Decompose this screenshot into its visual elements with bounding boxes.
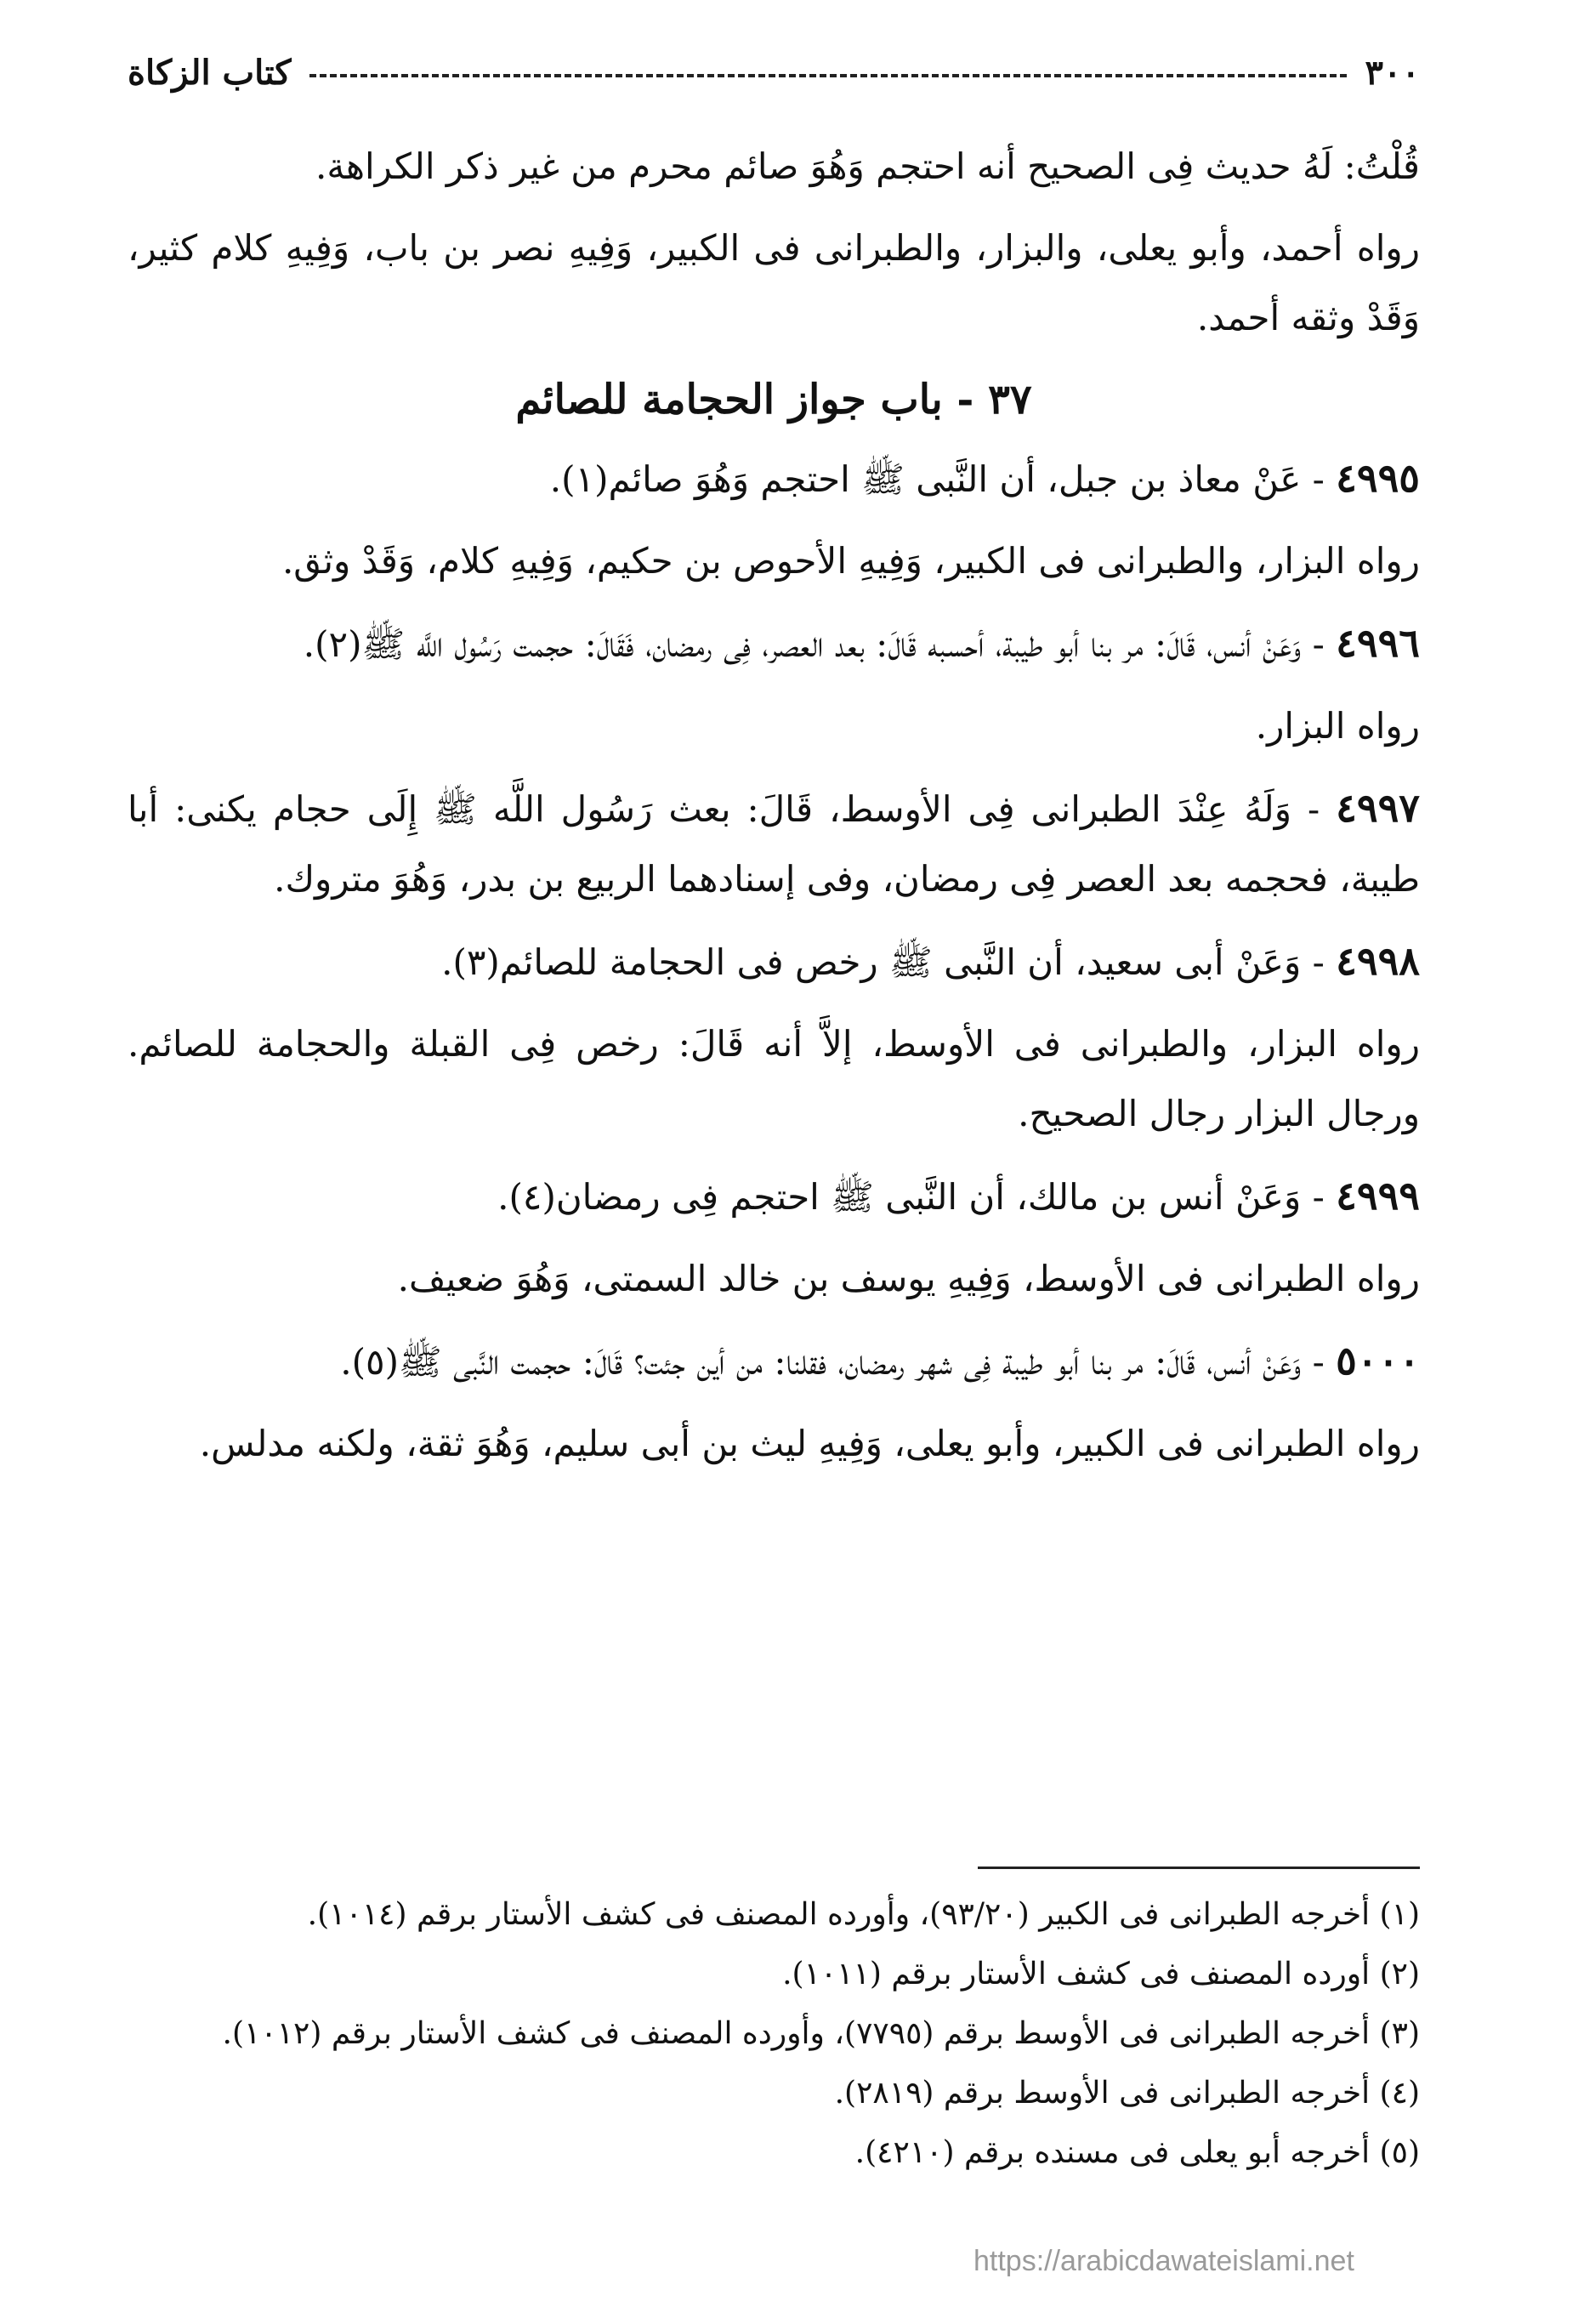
- book-page: [128, 47, 1420, 2292]
- hadith-commentary: رواه البزار، والطبرانى فى الأوسط، إلاَّ أنه قَالَ: رخص فِى القبلة والحجامة للصائم. ورجال البزار رجال الصحيح.: [128, 1023, 1420, 1134]
- watermark-url: https://arabicdawateislami.net: [973, 2245, 1354, 2277]
- page-number: ٣٠٠: [1365, 52, 1420, 93]
- hadith-number: ٤٩٩٩: [1336, 1173, 1420, 1219]
- hadith-commentary: رواه الطبرانى فى الكبير، وأبو يعلى، وَفِيهِ ليث بن أبى سليم، وَهُوَ ثقة، ولكنه مدلس.: [199, 1423, 1420, 1464]
- hadith-text: - وَعَنْ أنس، قَالَ: مر بنا أبو طيبة فِى شهر رمضان، فقلنا: من أين جئت؟ قَالَ: حجمت النَّبى ﷺ(٥).: [340, 1341, 1325, 1383]
- footnote: (٣) أخرجه الطبرانى فى الأوسط برقم (٧٧٩٥)، وأورده المصنف فى كشف الأستار برقم (١٠١٢).: [222, 2016, 1420, 2051]
- hadith-commentary: رواه الطبرانى فى الأوسط، وَفِيهِ يوسف بن خالد السمتى، وَهُوَ ضعيف.: [397, 1258, 1420, 1299]
- hadith-text: - عَنْ معاذ بن جبل، أن النَّبى ﷺ احتجم وَهُوَ صائم(١).: [549, 458, 1325, 500]
- hadith-number: ٤٩٩٧: [1336, 785, 1420, 831]
- hadith-commentary: رواه البزار.: [1255, 705, 1420, 747]
- running-header: [128, 47, 1420, 98]
- hadith-number: ٤٩٩٥: [1336, 455, 1420, 501]
- hadith-item: [128, 773, 1420, 914]
- hadith-number: ٤٩٩٨: [1336, 938, 1420, 984]
- hadith-text: - وَعَنْ أنس بن مالك، أن النَّبى ﷺ احتجم فِى رمضان(٤).: [497, 1176, 1325, 1218]
- main-text: [128, 132, 1420, 1491]
- hadith-item: [128, 443, 1420, 514]
- header-divider: [309, 74, 1346, 77]
- footnote: (٥) أخرجه أبو يعلى فى مسنده برقم (٤٢١٠).: [854, 2135, 1420, 2170]
- hadith-text: - وَعَنْ أنس، قَالَ: مر بنا أبو طيبة، أحسبه قَالَ: بعد العصر، فِى رمضان، فَقَالَ: حجمت رَسُول اللَّه ﷺ(٢).: [303, 623, 1325, 665]
- hadith-text: - وَعَنْ أبى سعيد، أن النَّبى ﷺ رخص فى الحجامة للصائم(٣).: [441, 941, 1325, 983]
- hadith-number: ٤٩٩٦: [1336, 620, 1420, 666]
- footnote: (٤) أخرجه الطبرانى فى الأوسط برقم (٢٨١٩).: [834, 2076, 1420, 2111]
- footnote-divider: [978, 1867, 1420, 1869]
- hadith-number: ٥٠٠٠: [1336, 1338, 1420, 1384]
- hadith-item: [128, 926, 1420, 997]
- footnotes: [128, 1888, 1420, 2185]
- hadith-item: [128, 1161, 1420, 1232]
- paragraph: رواه أحمد، وأبو يعلى، والبزار، والطبرانى فى الكبير، وَفِيهِ نصر بن باب، وَفِيهِ كلام كثير، وَقَدْ وثقه أحمد.: [128, 227, 1420, 338]
- hadith-text: - وَلَهُ عِنْدَ الطبرانى فِى الأوسط، قَالَ: بعث رَسُول اللَّه ﷺ إِلَى حجام يكنى: أبا طيبة، فحجمه بعد العصر فِى رمضان، وفى إسنادهما الربيع بن بدر، وَهُوَ متروك.: [128, 788, 1420, 900]
- hadith-commentary: رواه البزار، والطبرانى فى الكبير، وَفِيهِ الأحوص بن حكيم، وَفِيهِ كلام، وَقَدْ وثق.: [281, 540, 1420, 582]
- book-title: كتاب الزكاة: [128, 52, 292, 93]
- footnote: (٢) أورده المصنف فى كشف الأستار برقم (١٠١١).: [782, 1957, 1420, 1992]
- paragraph: قُلْتُ: لَهُ حديث فِى الصحيح أنه احتجم وَهُوَ صائم محرم من غير ذكر الكراهة.: [315, 145, 1420, 187]
- hadith-item: [128, 608, 1420, 679]
- chapter-title: ٣٧ - باب جواز الحجامة للصائم: [515, 376, 1032, 423]
- hadith-item: [128, 1326, 1420, 1397]
- footnote: (١) أخرجه الطبرانى فى الكبير (٩٣/٢٠)، وأورده المصنف فى كشف الأستار برقم (١٠١٤).: [307, 1897, 1420, 1932]
